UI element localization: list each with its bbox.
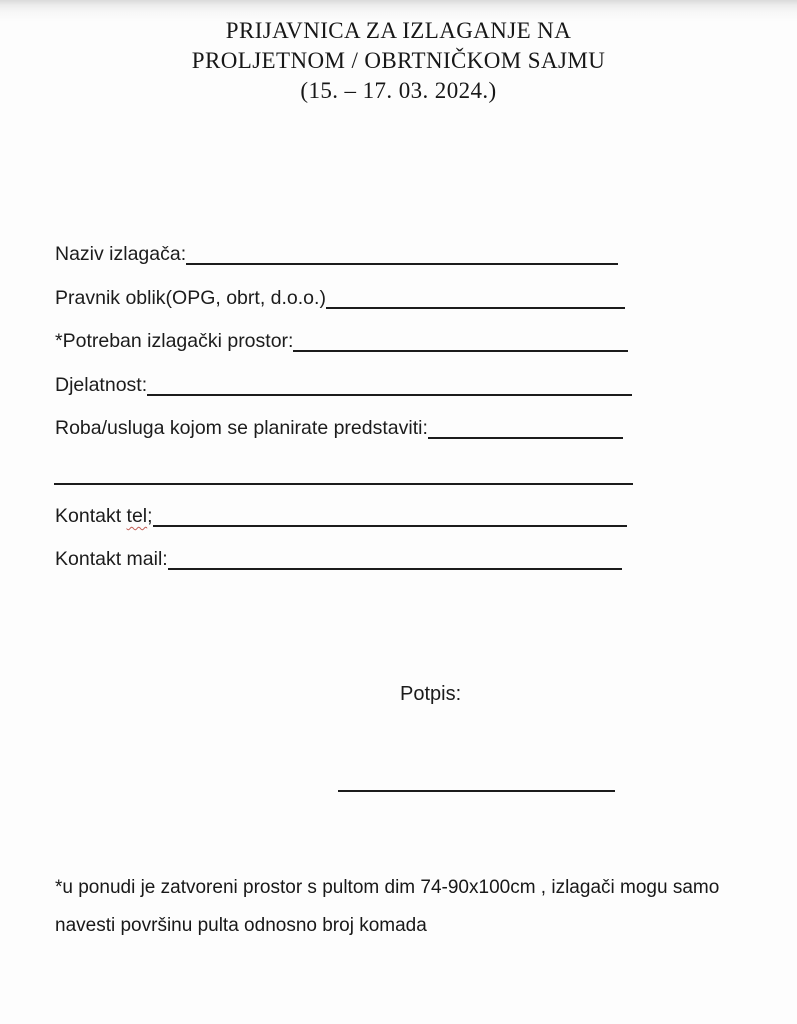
field-roba-usluga (55, 417, 623, 439)
signature-label: Potpis: (400, 683, 462, 705)
footnote (55, 869, 719, 945)
field-label: Kontakt mail: (55, 548, 168, 570)
form-title-line3: (15. – 17. 03. 2024.) (300, 78, 497, 103)
field-label: Pravnik oblik(OPG, obrt, d.o.o.) (55, 287, 326, 309)
field-label-prefix: Kontakt (55, 505, 127, 527)
fill-in-blank (326, 307, 625, 309)
field-naziv-izlagaca (55, 243, 618, 265)
fill-in-blank (186, 263, 618, 265)
fill-in-blank (147, 394, 632, 396)
fill-in-blank (293, 350, 628, 352)
field-kontakt-tel (55, 505, 627, 527)
signature-line (338, 768, 615, 792)
field-label-suffix: ; (147, 505, 153, 527)
field-pravni-oblik (55, 287, 625, 309)
form-title-line1: PRIJAVNICA ZA IZLAGANJE NA (225, 18, 572, 43)
fill-in-blank (168, 568, 622, 570)
field-label: Naziv izlagača: (55, 243, 187, 265)
field-djelatnost (55, 374, 632, 396)
fill-in-blank (153, 525, 627, 527)
field-label: Djelatnost: (55, 374, 148, 396)
field-label: *Potreban izlagački prostor: (55, 330, 294, 352)
form-title-line2: PROLJETNOM / OBRTNIČKOM SAJMU (191, 48, 606, 73)
field-potreban-prostor (55, 330, 628, 352)
footnote-line1: *u ponudi je zatvoreni prostor s pultom dim 74-90x100cm , izlagači mogu samo (55, 877, 720, 898)
continuation-blank-line (54, 461, 633, 485)
field-kontakt-mail (55, 548, 622, 570)
form-title (0, 16, 797, 106)
field-label: Roba/usluga kojom se planirate predstaviti: (55, 417, 428, 439)
field-label-spellchecked: tel (126, 505, 148, 527)
footnote-line2: navesti površinu pulta odnosno broj komada (55, 915, 427, 936)
fill-in-blank (428, 437, 623, 439)
